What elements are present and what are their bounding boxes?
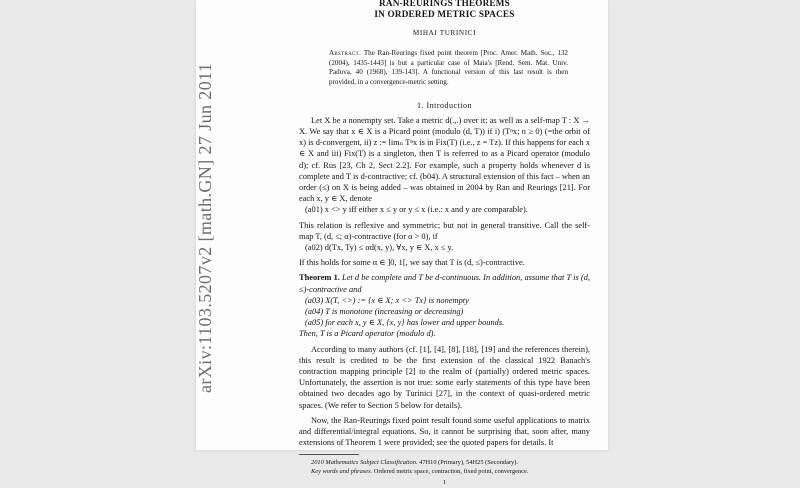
arxiv-stamp: arXiv:1103.5207v2 [math.GN] 27 Jun 2011 (195, 62, 215, 393)
footnote-msc (311, 459, 590, 468)
keywords-label: Key words and phrases. (311, 468, 373, 476)
item-a03: (a03) X(T, <>) := {x ∈ X; x <> Tx} is nonempty (305, 295, 469, 305)
title-line-1: RAN-REURINGS THEOREMS (379, 0, 510, 8)
body-paragraph-1: According to many authors (cf. [1], [4], [8], [18], [19] and the references therein), this result is credited to be the first extension of the classical 1922 Banach's contraction mapping principle [2] to the realm of (partially) ordered metric spaces. Unfortunately, the assertion is not true: some early statements of this type have been obtained two decades ago by Turinici [27], in the context of quasi-ordered metric spaces. (We refer to Section 5 below for details). (299, 344, 590, 410)
paper-content (299, 0, 590, 488)
item-a04: (a04) T is monotone (increasing or decreasing) (305, 307, 464, 317)
item-a05: (a05) for each x, y ∈ X, {x, y} has lower and upper bounds. (305, 318, 505, 328)
item-a02: (a02) d(Tx, Ty) ≤ αd(x, y), ∀x, y ∈ X, x ≤ y. (305, 243, 454, 253)
author-name: MIHAI TURINICI (412, 29, 477, 37)
page-number: 1 (442, 478, 447, 486)
abstract (329, 49, 568, 87)
body-paragraph-2: Now, the Ran-Reurings fixed point result found some useful applications to matrix and differential/integral equations. So, it cannot be surprising that, soon after, many extensions of Theorem 1 were provided; see the quoted papers for details. It (299, 415, 590, 448)
msc-label: 2010 Mathematics Subject Classification. (311, 459, 418, 467)
footnote (299, 459, 590, 476)
intro-paragraph-1: Let X be a nonempty set. Take a metric d(.,.) over it; as well as a self-map T : X → X. We say that x ∈ X is a Picard point (modulo (d, T)) if i) (Tⁿx; n ≥ 0) (=the orbit of x) is d-convergent, ii) z := limₙ Tⁿx is in Fix(T) (i.e., z = Tz). If this happens for each x ∈ X and iii) Fix(T) is a singleton, then T is referred to as a Picard operator (modulo d); cf. Rus [23, Ch 2, Sect 2.2]. For example, such a property holds whenever d is complete and T is d-contractive; cf. (b04). A structural extension of this fact – when an order (≤) on X is being added – was obtained in 2004 by Ran and Reurings [21]. For each x, y ∈ X, denote (299, 115, 590, 204)
abstract-text: The Ran-Reurings fixed point theorem [Proc. Amer. Math. Soc., 132 (2004), 1435-1443] is but a particular case of Maia's [Rend. Sem. Mat. Univ. Padova, 40 (1968), 139-143]. A functional version of this last result is then provided, in a convergence-metric setting. (329, 49, 568, 86)
theorem-1 (299, 272, 590, 294)
theorem-label: Theorem 1. (299, 273, 340, 283)
item-a01: (a01) x <> y iff either x ≤ y or y ≤ x (i.e.: x and y are comparable). (305, 205, 528, 215)
msc-text: 47H10 (Primary), 54H25 (Secondary). (419, 459, 518, 467)
footnote-rule (299, 454, 359, 455)
footnote-keywords (311, 468, 590, 477)
keywords-text: Ordered metric space, contraction, fixed point, convergence. (373, 468, 529, 476)
theorem-statement: Let d be complete and T be d-continuous. In addition, assume that T is (d, ≤)-contractive and (299, 273, 590, 294)
section-heading: 1. Introduction (416, 100, 473, 110)
title-line-2: IN ORDERED METRIC SPACES (374, 9, 515, 19)
intro-paragraph-2: This relation is reflexive and symmetric; but not in general transitive. Call the self-map T, (d, ≤; α)-contractive (for α > 0), if (299, 220, 590, 241)
intro-paragraph-3: If this holds for some α ∈ ]0, 1[, we say that T is (d, ≤)-contractive. (299, 258, 525, 268)
abstract-label: Abstract. (329, 49, 362, 58)
paper-title (299, 0, 590, 20)
theorem-conclusion: Then, T is a Picard operator (modulo d). (299, 329, 436, 339)
